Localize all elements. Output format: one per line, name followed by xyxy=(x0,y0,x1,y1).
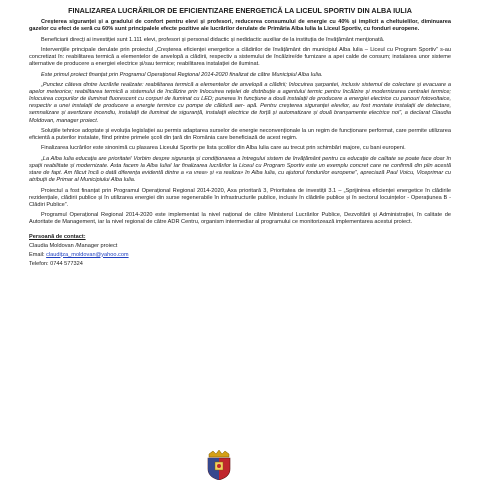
paragraph: Beneficiarii direcți ai investiției sunt 1.111 elevi, profesori și personal didactic și nedidactic auxiliar de la instituția de învățământ menționată. xyxy=(41,36,385,43)
quote-paragraph: „La Alba Iulia educația are prioritate! Vorbim despre siguranța și condiționarea a întregului sistem de învățământ pentru ca educație de calitate se poate face doar în spații reabilitate și modernizate. Asta facem la Alba Iulia! Iar finalizarea lucrărilor la Liceul cu Program Sportiv este un exemplu concret care ne confirmă din plin acestă stare de fapt. Am făcut încă o dată diferența evidentă dintre a «a vrea» și «a realiza» în Alba Iulia, cu ajutorul fondurilor europene”, apreciază Paul Voicu, Viceprimar cu atribuții de Primar al Municipiului Alba Iulia. xyxy=(29,155,451,184)
page-title: FINALIZAREA LUCRĂRILOR DE EFICIENTIZARE ENERGETICĂ LA LICEUL SPORTIV DIN ALBA IULIA xyxy=(68,6,412,15)
document-body xyxy=(29,6,451,269)
email-label: Email: xyxy=(29,251,45,258)
contact-name: Claudia Moldovan /Manager proiect xyxy=(29,242,118,249)
lead-paragraph: Creșterea siguranței și a gradului de confort pentru elevi și profesori, reducerea consumului de energie cu 40% și implicit a cheltuielilor, diminuarea gazelor cu efect de seră cu 60% sunt principalele efecte pozitive ale lucrărilor derulate de Primăria Alba Iulia la Liceul Sportiv, cu fonduri europene. xyxy=(29,19,451,33)
paragraph: Este primul proiect finanțat prin Programul Operațional Regional 2014-2020 finalizat de către Municipiul Alba Iulia. xyxy=(41,71,323,78)
quote-paragraph: „Punctez câteva dintre lucrările realizate: reabilitarea termică a elementelor de anvelopă a clădirii; înlocuirea șarpantei, inclusiv sistemul de colectare și evacuare a apelor meteorice; reabilitarea termică a sistemului de încălzire prin înlocuirea rețelei de distribuție a agentului termic pentru încălzire și modernizarea centralei termice; înlocuirea corpurilor de iluminat fluorescent cu corpuri de iluminat cu LED; punerea în funcțiune a două instalații de producere a energiei electrice cu panouri fotovoltaice, respectiv a unei instalații de producere a energie termice cu pompe de căldură aer- apă. Pentru creșterea siguranței elevilor, au fost montate instalații de detectare, semnalizare și avertizare incendiu, instalații de iluminat de siguranță, instalații electrice de forță și automatizare și două branșamente electrice noi”, a declarat Claudia Moldovan, manager proiect. xyxy=(29,81,451,124)
paragraph: Intervențiile principale derulate prin proiectul „Creșterea eficienței energetice a clădirilor de învățământ din municipiul Alba Iulia – Liceul cu Program Sportiv” s-au concretizat în: reabilitarea termică a elementelor de anvelopă a clădirii, respectiv a sistemului de încălzire/de furnizare a apei calde de consum; instalarea unor sisteme alternative de producere a energiei electrice și/sau termice; reabilitarea instalației de iluminat. xyxy=(29,46,451,68)
contact-heading: Persoană de contact: xyxy=(29,233,86,240)
contact-block xyxy=(29,233,451,269)
paragraph: Soluțiile tehnice adoptate și evoluția legislației au permis adaptarea surselor de energie neconvenționale la un regim de funcționare performat, care permite utilizarea eficientă a puterilor instalate, fiind printre primele școli din țară din România care beneficiază de acest regim. xyxy=(29,127,451,142)
paragraph: Proiectul a fost finanțat prin Programul Operațional Regional 2014-2020, Axa prioritară 3, Prioritatea de investiții 3.1 – „Sprijinirea eficienței energetice în clădirile rezidențiale, clădirii publice și în utilizarea energiei din surse regenerabile în infrastructurile publice, inclusiv în clădirile publice și în sectorul locuințelor - Operațiunea B - Clădiri Publice”. xyxy=(29,187,451,208)
contact-phone: Telefon: 0744 577324 xyxy=(29,260,83,267)
email-link[interactable]: claudițza_moldovan@yahoo.com xyxy=(46,251,129,258)
contact-email-line xyxy=(29,251,451,260)
paragraph: Finalizarea lucrărilor este sinonimă cu plasarea Liceului Sportiv pe lista școlilor din Alba Iulia care au trecut prin schimbări majore, cu bani europeni. xyxy=(41,145,406,152)
coat-of-arms-icon xyxy=(205,450,233,480)
paragraph: Programul Operațional Regional 2014-2020 este implementat la nivel național de către Ministerul Lucrărilor Publice, Dezvoltării și Administrației, în calitate de Autoritate de Management, iar la nivel regional de către ADR Centru, organism intermediar al programului ce monitorizează implementarea acestui proiect. xyxy=(29,212,451,226)
